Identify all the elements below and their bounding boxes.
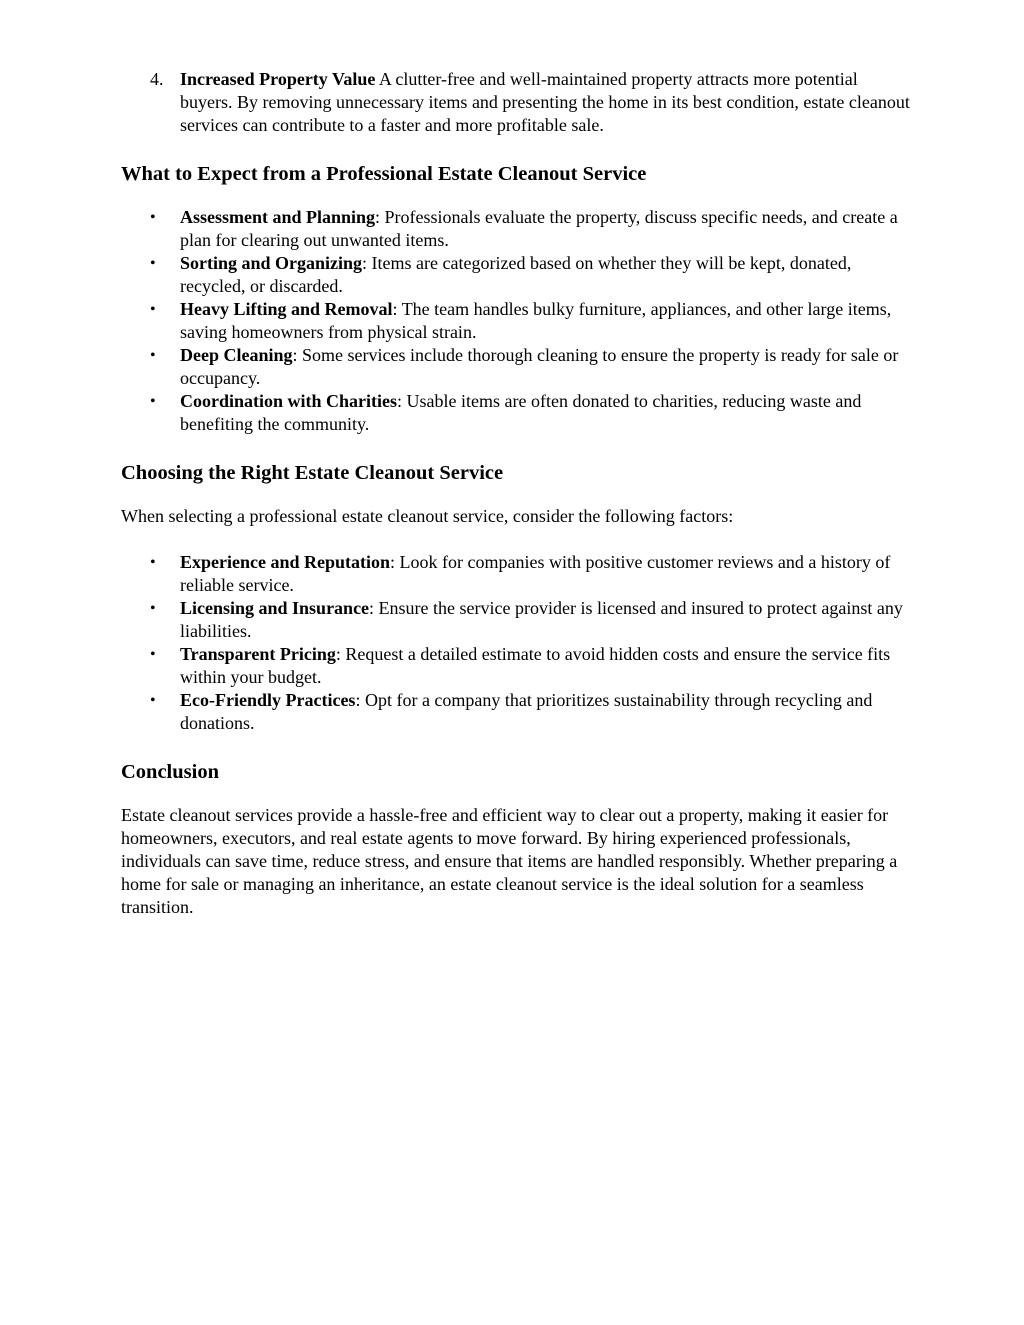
list-item: [121, 206, 911, 252]
item-title: Increased Property Value: [180, 69, 376, 89]
item-title: Deep Cleaning: [180, 345, 293, 365]
item-text: : Usable items are often donated to charities, reducing waste and benefiting the community.: [180, 391, 862, 434]
item-text: : Items are categorized based on whether they will be kept, donated, recycled, or discarded.: [180, 253, 852, 296]
item-text: : Some services include thorough cleaning to ensure the property is ready for sale or occupancy.: [180, 345, 899, 388]
bullet-icon: •: [150, 692, 156, 709]
bullet-icon: •: [150, 646, 156, 663]
bullet-icon: •: [150, 209, 156, 226]
section-heading-conclusion: Conclusion: [121, 761, 219, 783]
bullet-icon: •: [150, 347, 156, 364]
list-item: [121, 551, 911, 597]
bullet-list-expect: [121, 206, 911, 436]
item-title: Eco-Friendly Practices: [180, 690, 356, 710]
conclusion-paragraph: Estate cleanout services provide a hassle-free and efficient way to clear out a property, making it easier for homeowners, executors, and real estate agents to move forward. By hiring experienced professionals, individuals can save time, reduce stress, and ensure that items are handled responsibly. Whether preparing a home for sale or managing an inheritance, an estate cleanout service is the ideal solution for a seamless transition.: [121, 805, 898, 917]
numbered-list: [121, 68, 911, 137]
item-text: A clutter-free and well-maintained property attracts more potential buyers. By removing unnecessary items and presenting the home in its best condition, estate cleanout services can contribute to a faster and more profitable sale.: [180, 69, 910, 135]
item-title: Heavy Lifting and Removal: [180, 299, 393, 319]
bullet-icon: •: [150, 301, 156, 318]
list-number: 4.: [150, 69, 164, 89]
item-text: : Look for companies with positive customer reviews and a history of reliable service.: [180, 552, 891, 595]
item-text: : Opt for a company that prioritizes sustainability through recycling and donations.: [180, 690, 873, 733]
item-title: Assessment and Planning: [180, 207, 376, 227]
list-item: [121, 643, 911, 689]
bullet-list-choosing: [121, 551, 911, 735]
bullet-icon: •: [150, 393, 156, 410]
bullet-icon: •: [150, 554, 156, 571]
list-item: [121, 597, 911, 643]
list-item: [121, 68, 911, 137]
item-text: : Request a detailed estimate to avoid hidden costs and ensure the service fits within your budget.: [180, 644, 891, 687]
bullet-icon: •: [150, 600, 156, 617]
list-item: [121, 344, 911, 390]
list-item: [121, 298, 911, 344]
section-intro: When selecting a professional estate cleanout service, consider the following factors:: [121, 506, 734, 526]
item-text: : The team handles bulky furniture, appliances, and other large items, saving homeowners from physical strain.: [180, 299, 892, 342]
item-title: Licensing and Insurance: [180, 598, 370, 618]
item-title: Experience and Reputation: [180, 552, 391, 572]
list-item: [121, 689, 911, 735]
item-text: : Ensure the service provider is licensed and insured to protect against any liabilities.: [180, 598, 903, 641]
section-heading-expect: What to Expect from a Professional Estate Cleanout Service: [121, 163, 647, 185]
item-title: Coordination with Charities: [180, 391, 398, 411]
list-item: [121, 252, 911, 298]
bullet-icon: •: [150, 255, 156, 272]
item-text: : Professionals evaluate the property, discuss specific needs, and create a plan for clearing out unwanted items.: [180, 207, 898, 250]
item-title: Transparent Pricing: [180, 644, 336, 664]
document-page: [121, 68, 911, 919]
item-title: Sorting and Organizing: [180, 253, 363, 273]
list-item: [121, 390, 911, 436]
section-heading-choosing: Choosing the Right Estate Cleanout Service: [121, 462, 504, 484]
